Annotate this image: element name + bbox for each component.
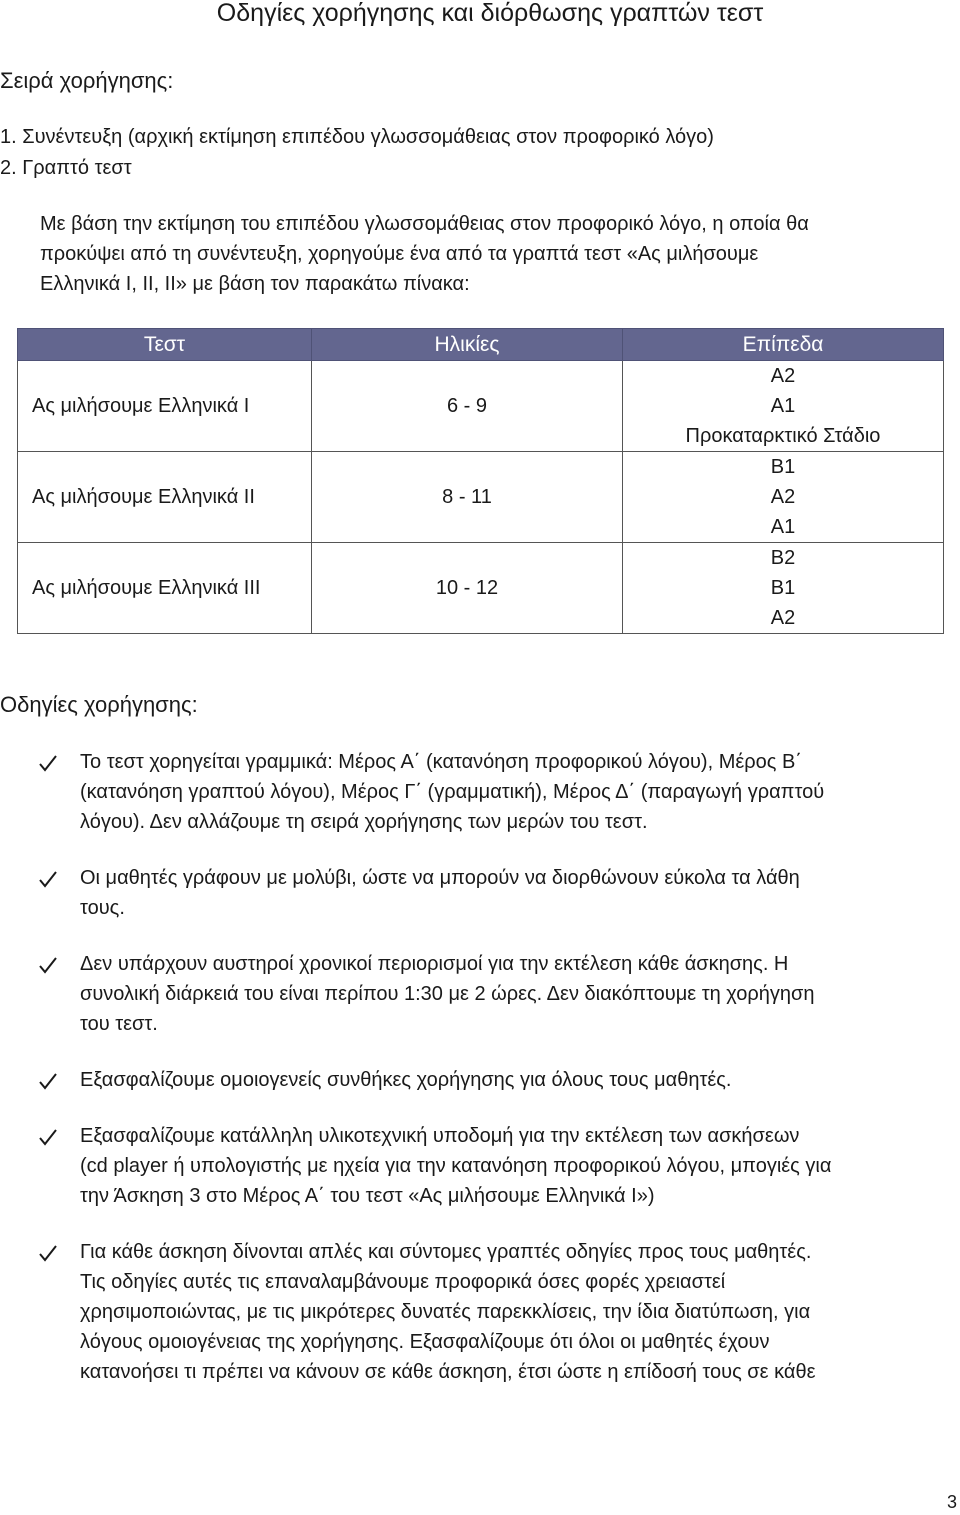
header-ages: Ηλικίες bbox=[312, 329, 623, 361]
guideline-line: την Άσκηση 3 στο Μέρος Α΄ του τεστ «Ας μιλήσουμε Ελληνικά Ι») bbox=[80, 1185, 655, 1207]
order-heading: Σειρά χορήγησης: bbox=[0, 68, 174, 93]
guideline-item bbox=[40, 1065, 960, 1095]
order-item: 2. Γραπτό τεστ bbox=[0, 157, 132, 179]
guideline-item bbox=[40, 1121, 960, 1211]
guidelines-heading: Οδηγίες χορήγησης: bbox=[0, 692, 198, 717]
checkmark-icon bbox=[38, 1237, 58, 1267]
levels-cell bbox=[623, 543, 944, 634]
intro-line: Ελληνικά Ι, ΙΙ, ΙΙ» με βάση τον παρακάτω πίνακα: bbox=[40, 273, 470, 295]
level-value: Προκαταρκτικό Στάδιο bbox=[685, 425, 881, 447]
header-levels: Επίπεδα bbox=[623, 329, 944, 361]
checkmark-icon bbox=[38, 863, 58, 893]
table-header-row bbox=[18, 329, 944, 361]
guideline-line: λόγους ομοιογένειας της χορήγησης. Εξασφαλίζουμε ότι όλοι οι μαθητές έχουν bbox=[80, 1331, 770, 1353]
checkmark-icon bbox=[38, 949, 58, 979]
intro-paragraph bbox=[40, 209, 960, 299]
ages-cell: 10 - 12 bbox=[312, 543, 623, 634]
order-item: 1. Συνέντευξη (αρχική εκτίμηση επιπέδου γλωσσομάθειας στον προφορικό λόγο) bbox=[0, 126, 714, 148]
level-value: Α2 bbox=[770, 486, 796, 508]
intro-line: Με βάση την εκτίμηση του επιπέδου γλωσσομάθειας στον προφορικό λόγο, η οποία θα bbox=[40, 213, 809, 235]
header-test: Τεστ bbox=[18, 329, 312, 361]
guideline-line: Εξασφαλίζουμε ομοιογενείς συνθήκες χορήγησης για όλους τους μαθητές. bbox=[80, 1069, 732, 1091]
guideline-line: (cd player ή υπολογιστής με ηχεία για την κατανόηση προφορικού λόγου, μπογιές για bbox=[80, 1155, 832, 1177]
table-row bbox=[18, 543, 944, 634]
guideline-item bbox=[40, 1237, 960, 1387]
guideline-line: τους. bbox=[80, 897, 125, 919]
level-value: Β1 bbox=[770, 577, 796, 599]
level-value: Α2 bbox=[770, 607, 796, 629]
level-value: Α2 bbox=[770, 365, 796, 387]
level-value: Β1 bbox=[770, 456, 796, 478]
guideline-line: Τις οδηγίες αυτές τις επαναλαμβάνουμε προφορικά όσες φορές χρειαστεί bbox=[80, 1271, 726, 1293]
order-list bbox=[0, 122, 714, 184]
checkmark-icon bbox=[38, 1065, 58, 1095]
guideline-item bbox=[40, 863, 960, 923]
guideline-item bbox=[40, 949, 960, 1039]
table-row bbox=[18, 361, 944, 452]
guideline-item bbox=[40, 747, 960, 837]
levels-cell bbox=[623, 452, 944, 543]
guideline-line: Το τεστ χορηγείται γραμμικά: Μέρος Α΄ (κατανόηση προφορικού λόγου), Μέρος Β΄ bbox=[80, 751, 802, 773]
page-title: Οδηγίες χορήγησης και διόρθωσης γραπτών τεστ bbox=[216, 0, 764, 27]
guideline-line: (κατανόηση γραπτού λόγου), Μέρος Γ΄ (γραμματική), Μέρος Δ΄ (παραγωγή γραπτού bbox=[80, 781, 825, 803]
guideline-line: κατανοήσει τι πρέπει να κάνουν σε κάθε άσκηση, έτσι ώστε η επίδοσή τους σε κάθε bbox=[80, 1361, 816, 1383]
level-value: Β2 bbox=[770, 547, 796, 569]
guidelines-list bbox=[40, 747, 960, 1387]
table-row bbox=[18, 452, 944, 543]
levels-cell bbox=[623, 361, 944, 452]
test-cell: Ας μιλήσουμε Ελληνικά ΙΙ bbox=[18, 452, 312, 543]
test-cell: Ας μιλήσουμε Ελληνικά Ι bbox=[18, 361, 312, 452]
intro-line: προκύψει από τη συνέντευξη, χορηγούμε ένα από τα γραπτά τεστ «Ας μιλήσουμε bbox=[40, 243, 759, 265]
ages-cell: 8 - 11 bbox=[312, 452, 623, 543]
guideline-line: συνολική διάρκειά του είναι περίπου 1:30 με 2 ώρες. Δεν διακόπτουμε τη χορήγηση bbox=[80, 983, 815, 1005]
checkmark-icon bbox=[38, 1121, 58, 1151]
guideline-line: Για κάθε άσκηση δίνονται απλές και σύντομες γραπτές οδηγίες προς τους μαθητές. bbox=[80, 1241, 812, 1263]
guideline-line: Οι μαθητές γράφουν με μολύβι, ώστε να μπορούν να διορθώνουν εύκολα τα λάθη bbox=[80, 867, 800, 889]
level-value: Α1 bbox=[770, 516, 796, 538]
guideline-line: χρησιμοποιώντας, με τις μικρότερες δυνατές παρεκκλίσεις, την ίδια διατύπωση, για bbox=[80, 1301, 811, 1323]
checkmark-icon bbox=[38, 747, 58, 777]
levels-table bbox=[17, 328, 944, 634]
guideline-line: λόγου). Δεν αλλάζουμε τη σειρά χορήγησης των μερών του τεστ. bbox=[80, 811, 648, 833]
level-value: Α1 bbox=[770, 395, 796, 417]
guideline-line: Δεν υπάρχουν αυστηροί χρονικοί περιορισμοί για την εκτέλεση κάθε άσκησης. Η bbox=[80, 953, 789, 975]
page-number: 3 bbox=[946, 1492, 957, 1512]
test-cell: Ας μιλήσουμε Ελληνικά ΙΙΙ bbox=[18, 543, 312, 634]
ages-cell: 6 - 9 bbox=[312, 361, 623, 452]
guideline-line: Εξασφαλίζουμε κατάλληλη υλικοτεχνική υποδομή για την εκτέλεση των ασκήσεων bbox=[80, 1125, 800, 1147]
guideline-line: του τεστ. bbox=[80, 1013, 158, 1035]
